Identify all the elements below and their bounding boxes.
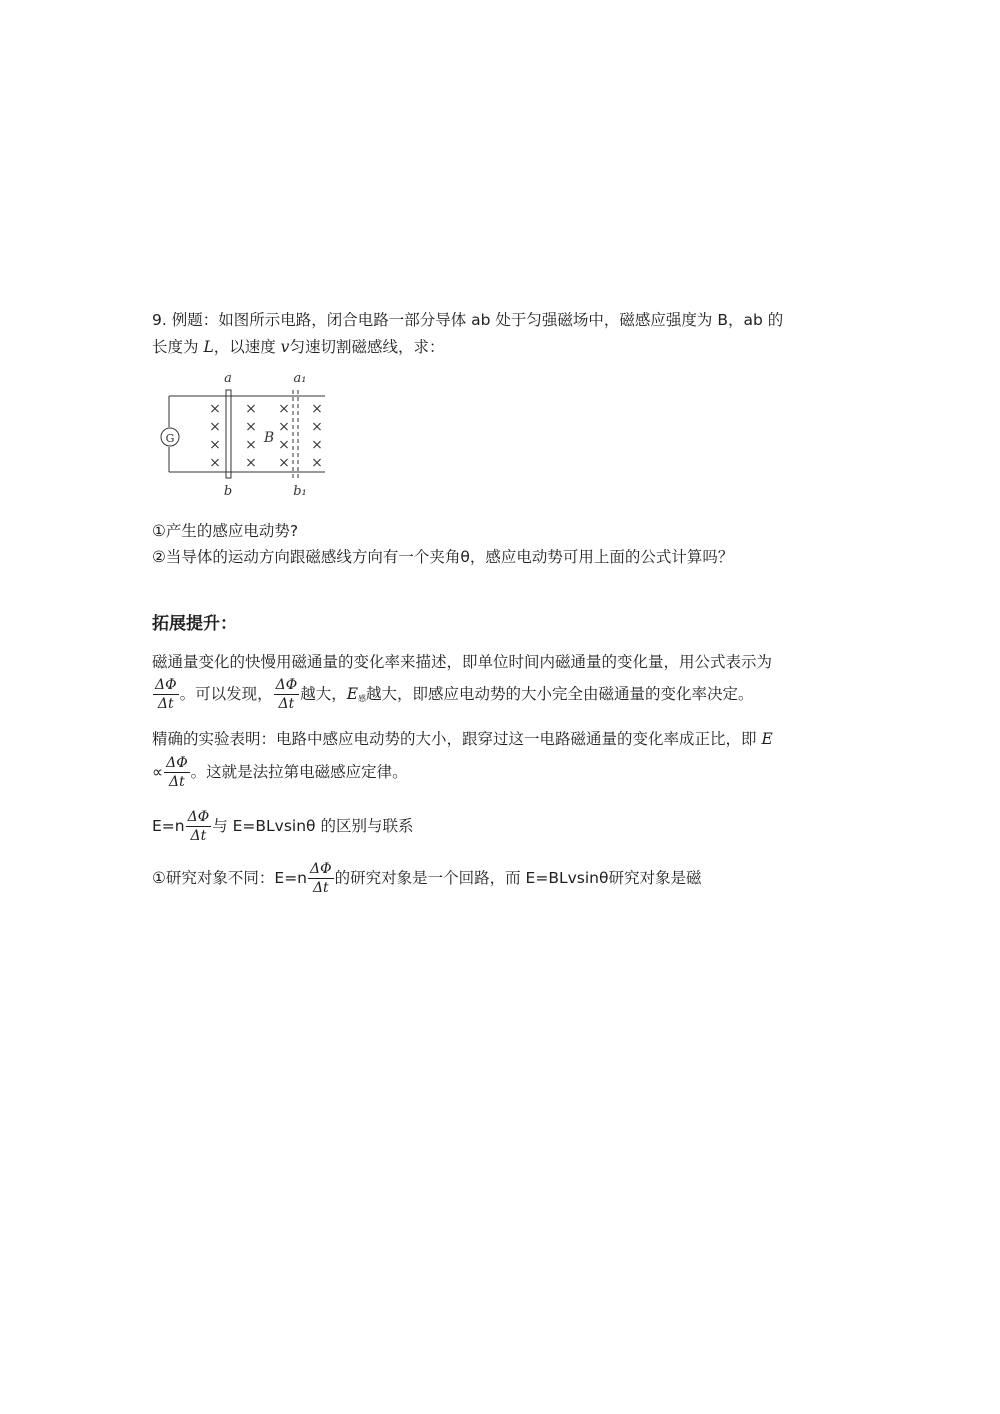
example-line-1 [152, 308, 783, 330]
fraction-5: $\frac{\Delta\Phi}{\Delta t}$ [310, 861, 332, 896]
circuit-figure [157, 368, 337, 500]
var-L: L [203, 338, 214, 356]
question-1 [152, 519, 298, 541]
fraction-2: $\frac{\Delta\Phi}{\Delta t}$ [275, 677, 298, 712]
label-b1: b₁ [293, 484, 307, 499]
example-text-2a: 长度为 [152, 338, 204, 356]
difference-line-1 [152, 862, 701, 895]
galvanometer-label: G [165, 432, 175, 445]
paragraph-1-text: 磁通量变化的快慢用磁通量的变化率来描述，即单位时间内磁通量的变化量，用公式表示为 [152, 653, 773, 671]
var-E: E [346, 685, 359, 703]
field-cross-mark: × [209, 419, 221, 435]
field-cross-mark: × [209, 401, 221, 417]
label-a: a [224, 371, 232, 386]
paragraph-2-tail: 。这就是法拉第电磁感应定律。 [190, 763, 408, 781]
paragraph-2-text: 精确的实验表明：电路中感应电动势的大小，跟穿过这一电路磁通量的变化率成正比，即 [152, 730, 762, 748]
section-heading-text: 拓展提升： [152, 614, 237, 634]
field-cross-mark: × [311, 455, 323, 471]
subscript-gan: 感 [358, 694, 367, 703]
difference-text-b: 的研究对象是一个回路，而 E=BLvsinθ研究对象是磁 [334, 869, 702, 887]
fraction-4: $\frac{\Delta\Phi}{\Delta t}$ [187, 809, 210, 844]
paragraph-1-line-1 [152, 650, 772, 672]
paragraph-2-line-1 [152, 727, 773, 749]
difference-text-a: ①研究对象不同：E=n [152, 869, 308, 887]
field-cross-mark: × [245, 419, 257, 435]
field-cross-mark: × [311, 419, 323, 435]
label-B: B [263, 430, 275, 446]
fraction-1: $\frac{\Delta\Phi}{\Delta t}$ [155, 677, 177, 712]
field-cross-mark: × [278, 437, 290, 453]
field-cross-mark: × [245, 455, 257, 471]
field-cross-mark: × [311, 401, 323, 417]
example-text-2b: ，以速度 [213, 338, 281, 356]
field-cross-mark: × [245, 437, 257, 453]
proportional-symbol: ∝ [152, 763, 164, 781]
section-heading [152, 609, 237, 634]
formula-right: 与 E=BLvsinθ 的区别与联系 [212, 817, 414, 835]
question-2 [152, 545, 733, 567]
field-cross-mark: × [209, 455, 221, 471]
field-cross-mark: × [278, 401, 290, 417]
label-a1: a₁ [293, 371, 307, 386]
var-v: v [280, 338, 290, 356]
field-cross-mark: × [278, 455, 290, 471]
question-1-text: ①产生的感应电动势? [152, 522, 299, 540]
field-cross-mark: × [278, 419, 290, 435]
paragraph-2-line-2 [152, 756, 408, 789]
field-cross-mark: × [311, 437, 323, 453]
label-b: b [223, 484, 233, 499]
fraction-3: $\frac{\Delta\Phi}{\Delta t}$ [166, 755, 188, 790]
paragraph-1-text-b: 。可以发现， [179, 685, 273, 703]
example-text-2c: 匀速切割磁感线，求： [289, 338, 445, 356]
formula-line [152, 810, 413, 843]
paragraph-1-text-c: 越大， [300, 685, 347, 703]
paragraph-1-text-d: 越大，即感应电动势的大小完全由磁通量的变化率决定。 [366, 685, 754, 703]
var-E-2: E [761, 730, 773, 748]
field-cross-mark: × [209, 437, 221, 453]
example-line-2 [152, 335, 444, 357]
paragraph-1-line-2 [152, 678, 754, 711]
field-cross-mark: × [245, 401, 257, 417]
example-text-1: 9. 例题：如图所示电路，闭合电路一部分导体 ab 处于匀强磁场中，磁感应强度为 B，ab 的 [152, 311, 784, 329]
conductor-ab [226, 390, 231, 478]
formula-left: E=n [152, 817, 185, 835]
question-2-text: ②当导体的运动方向跟磁感线方向有一个夹角θ，感应电动势可用上面的公式计算吗？ [152, 548, 734, 566]
